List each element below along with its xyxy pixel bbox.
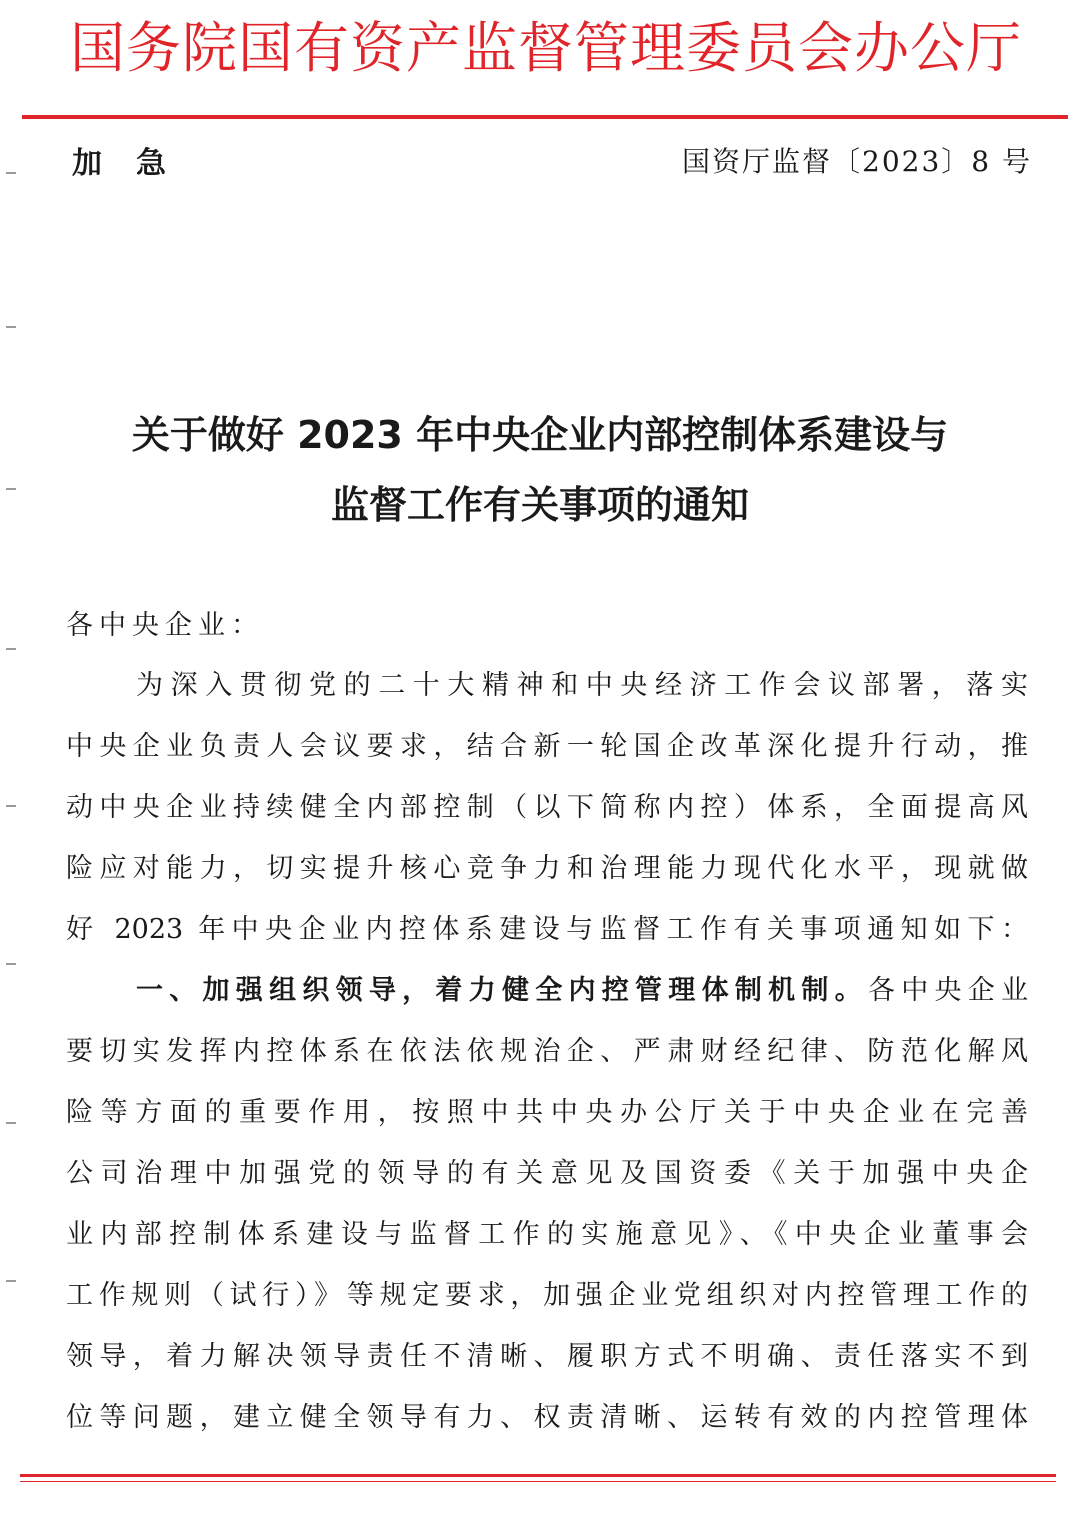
title-line-2: 监督工作有关事项的通知: [330, 483, 749, 527]
title-line-1: 关于做好 2023 年中央企业内部控制体系建设与: [131, 413, 949, 457]
scan-gutter-mark: [6, 963, 16, 965]
footer-red-rule: [20, 1474, 1056, 1477]
document-title: [40, 400, 1040, 540]
body-line: 工作规则（试行）》等规定要求，加强企业党组织对内控管理工作的: [66, 1280, 1028, 1311]
scan-gutter-mark: [6, 172, 16, 174]
body-line: 领导，着力解决领导责任不清晰、履职方式不明确、责任落实不到: [66, 1341, 1028, 1372]
scan-gutter-mark: [6, 488, 16, 490]
body-line: 险等方面的重要作用，按照中共中央办公厅关于中央企业在完善: [66, 1097, 1028, 1128]
section-1-first-line: [136, 971, 1028, 1011]
body-line: 要切实发挥内控体系在依法依规治企、严肃财经纪律、防范化解风: [66, 1036, 1028, 1067]
scan-gutter-mark: [6, 1122, 16, 1124]
footer-red-rule-thin: [20, 1481, 1056, 1482]
issuer-masthead: 国务院国有资产监督管理委员会办公厅: [69, 16, 1022, 80]
document-number: 国资厅监督〔2023〕8 号: [682, 145, 1032, 178]
body-line: 位等问题，建立健全领导有力、权责清晰、运转有效的内控管理体: [66, 1402, 1028, 1433]
urgency-label: 加急: [72, 146, 200, 181]
salutation: 各中央企业：: [66, 610, 264, 641]
scan-gutter-mark: [6, 326, 16, 328]
section-1-first-line-tail: 各中央企业: [867, 975, 1029, 1006]
body-line: 动中央企业持续健全内部控制（以下简称内控）体系，全面提高风: [66, 792, 1028, 823]
scan-gutter-mark: [6, 648, 16, 650]
masthead-red-rule: [22, 115, 1068, 119]
scan-gutter-mark: [6, 805, 16, 807]
body-line: 好 2023 年中央企业内控体系建设与监督工作有关事项通知如下：: [66, 914, 1028, 945]
body-line: 中央企业负责人会议要求，结合新一轮国企改革深化提升行动，推: [66, 731, 1028, 762]
section-1-heading: 一、加强组织领导，着力健全内控管理体制机制。: [136, 975, 868, 1006]
body-line: 公司治理中加强党的领导的有关意见及国资委《关于加强中央企: [66, 1158, 1028, 1189]
body-line: 为深入贯彻党的二十大精神和中央经济工作会议部署，落实: [136, 670, 1028, 701]
scan-gutter-mark: [6, 1280, 16, 1282]
body-line: 险应对能力，切实提升核心竞争力和治理能力现代化水平，现就做: [66, 853, 1028, 884]
body-line: 业内部控制体系建设与监督工作的实施意见》、《中央企业董事会: [66, 1219, 1028, 1250]
